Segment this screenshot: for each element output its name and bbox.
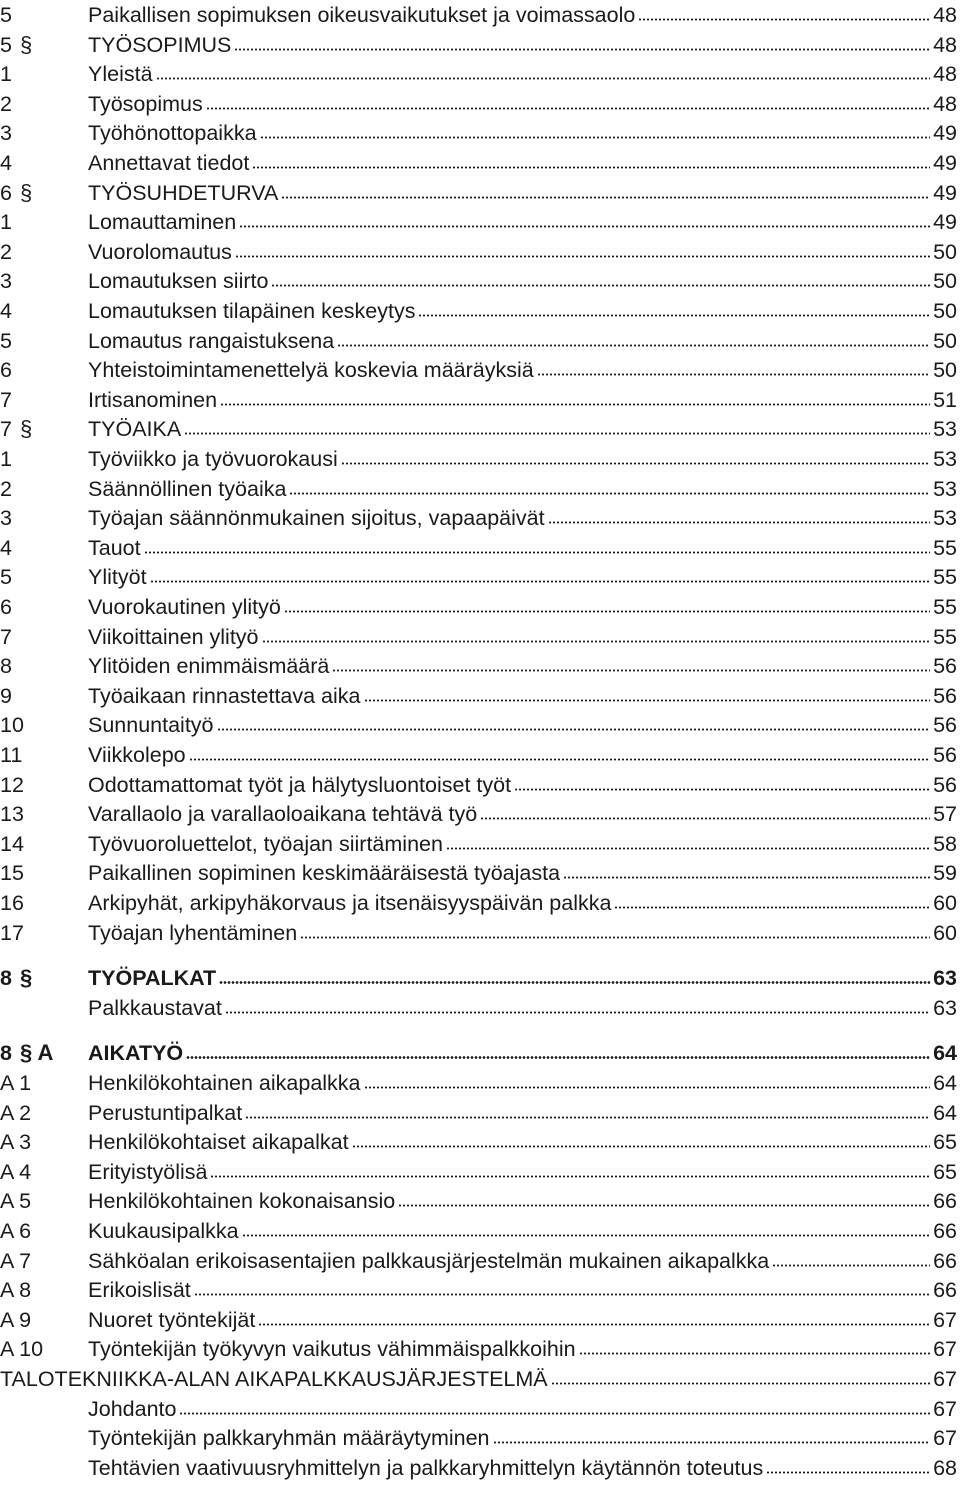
toc-entry-title: Työntekijän työkyvyn vaikutus vähimmäispalkkoihin [88, 1337, 576, 1361]
toc-entry-page-number: 63 [933, 996, 957, 1020]
toc-entry[interactable] [0, 355, 957, 385]
dot-leader [260, 136, 931, 139]
toc-entry-number-text: 1 [0, 210, 12, 234]
toc-entry-title: Yleistä [88, 62, 153, 86]
toc-entry-number-text: A 5 [0, 1189, 32, 1213]
toc-entry-title: Viikkolepo [88, 743, 186, 767]
toc-entry-page-number: 50 [933, 358, 957, 382]
toc-entry-page-number: 53 [933, 417, 957, 441]
toc-entry-title: TYÖSOPIMUS [88, 33, 232, 57]
toc-entry[interactable] [0, 207, 957, 237]
toc-entry-number-text: 13 [0, 802, 24, 826]
toc-entry-page-number: 48 [933, 33, 957, 57]
toc-entry-title: Säännöllinen työaika [88, 477, 287, 501]
toc-entry[interactable] [0, 385, 957, 415]
toc-entry-number-text: 1 [0, 62, 12, 86]
dot-leader [150, 580, 931, 583]
toc-entry-number [0, 296, 88, 326]
toc-entry-title: Varallaolo ja varallaoloaikana tehtävä työ [88, 802, 478, 826]
dot-leader [514, 788, 930, 791]
toc-entry[interactable] [0, 770, 957, 800]
toc-entry-number [0, 622, 88, 652]
toc-entry-title: Työaikaan rinnastettava aika [88, 684, 361, 708]
toc-entry-page-number: 67 [933, 1367, 957, 1391]
dot-leader [281, 196, 930, 199]
toc-entry-page-number: 68 [933, 1456, 957, 1480]
toc-entry-title: Perustuntipalkat [88, 1101, 243, 1125]
toc-entry-page-number: 66 [933, 1278, 957, 1302]
toc-entry-number [0, 1216, 88, 1246]
toc-entry-number [0, 326, 88, 356]
toc-entry-page-number: 56 [933, 654, 957, 678]
toc-entry-title: Erityistyölisä [88, 1160, 208, 1184]
dot-leader [225, 1011, 930, 1014]
toc-entry-page-number: 49 [933, 151, 957, 175]
toc-entry-number-text: 6 [0, 595, 12, 619]
toc-entry[interactable] [0, 533, 957, 563]
toc-entry-page-number: 50 [933, 329, 957, 353]
toc-entry-title: Työvuoroluettelot, työajan siirtäminen [88, 832, 443, 856]
toc-entry-page-number: 66 [933, 1249, 957, 1273]
toc-entry-number [0, 59, 88, 89]
toc-entry-number [0, 858, 88, 888]
toc-entry-number [0, 89, 88, 119]
dot-leader [242, 1234, 930, 1237]
toc-entry-number [0, 1186, 88, 1216]
dot-leader [364, 1086, 931, 1089]
toc-entry[interactable] [0, 993, 957, 1023]
toc-entry-title: AIKATYÖ [88, 1041, 184, 1065]
toc-entry-number [0, 562, 88, 592]
toc-entry-title: Sunnuntaityö [88, 713, 214, 737]
toc-entry[interactable] [0, 118, 957, 148]
toc-entry-page-number: 60 [933, 921, 957, 945]
toc-entry-number [0, 118, 88, 148]
toc-entry-number-text: 8 [0, 654, 12, 678]
toc-entry-number-text: 4 [0, 151, 12, 175]
dot-leader [184, 432, 930, 435]
toc-entry-number-text: 17 [0, 921, 24, 945]
toc-entry-title: Arkipyhät, arkipyhäkorvaus ja itsenäisyyspäivän palkka [88, 891, 612, 915]
toc-entry-title: Viikoittainen ylityö [88, 625, 259, 649]
dot-leader [772, 1264, 930, 1267]
toc-entry-page-number: 64 [933, 1071, 957, 1095]
toc-entry-page-number: 65 [933, 1130, 957, 1154]
toc-entry[interactable] [0, 1364, 957, 1394]
toc-entry-title: Lomautus rangaistuksena [88, 329, 335, 353]
toc-entry-title: Irtisanominen [88, 388, 218, 412]
toc-entry-number-text: 15 [0, 861, 24, 885]
section-sign: § A [19, 1040, 54, 1065]
toc-entry-number [0, 444, 88, 474]
toc-entry-number-text: 9 [0, 684, 12, 708]
toc-entry[interactable] [0, 918, 957, 948]
toc-entry-title: Henkilökohtainen aikapalkka [88, 1071, 361, 1095]
dot-leader [548, 521, 930, 524]
toc-entry-page-number: 55 [933, 536, 957, 560]
toc-entry-page-number: 55 [933, 625, 957, 649]
toc-entry-title: Työajan säännönmukainen sijoitus, vapaapäivät [88, 506, 545, 530]
toc-entry-number [0, 1098, 88, 1128]
toc-entry-number-text: 11 [0, 743, 23, 767]
toc-entry-title: Kuukausipalkka [88, 1219, 239, 1243]
toc-entry-number-text: 1 [0, 447, 12, 471]
toc-entry-number-text: A 9 [0, 1308, 32, 1332]
toc-entry-title: Tehtävien vaativuusryhmittelyn ja palkkaryhmittelyn käytännön toteutus [88, 1456, 764, 1480]
toc-entry[interactable] [0, 888, 957, 918]
toc-entry-number [0, 533, 88, 563]
dot-leader [352, 1145, 931, 1148]
toc-entry-number [0, 355, 88, 385]
toc-entry[interactable] [0, 1186, 957, 1216]
toc-entry[interactable] [0, 30, 957, 60]
toc-entry-number [0, 414, 88, 444]
toc-entry-page-number: 66 [933, 1219, 957, 1243]
toc-entry-page-number: 49 [933, 181, 957, 205]
toc-entry-page-number: 66 [933, 1189, 957, 1213]
toc-entry-number [0, 266, 88, 296]
toc-entry-number-text: 5 [0, 33, 12, 57]
toc-entry-page-number: 60 [933, 891, 957, 915]
dot-leader [480, 817, 930, 820]
toc-entry-number [0, 770, 88, 800]
toc-entry-number [0, 503, 88, 533]
toc-entry[interactable] [0, 592, 957, 622]
toc-entry-number [0, 592, 88, 622]
dot-leader [284, 610, 930, 613]
dot-leader [194, 1293, 930, 1296]
toc-entry[interactable] [0, 266, 957, 296]
toc-entry-title: Paikallisen sopimuksen oikeusvaikutukset ja voimassaolo [88, 3, 636, 27]
toc-entry-page-number: 50 [933, 299, 957, 323]
toc-entry-title: Ylityöt [88, 565, 147, 589]
toc-entry-title: Vuorolomautus [88, 240, 232, 264]
toc-entry-page-number: 48 [933, 3, 957, 27]
toc-entry-page-number: 53 [933, 447, 957, 471]
toc-entry-page-number: 59 [933, 861, 957, 885]
toc-entry-title: TYÖPALKAT [88, 966, 217, 990]
toc-entry-number-text: 2 [0, 477, 12, 501]
dot-leader [614, 906, 930, 909]
toc-entry-number [0, 1038, 88, 1068]
toc-entry[interactable] [0, 178, 957, 208]
toc-entry[interactable] [0, 326, 957, 356]
toc-entry-number-text: 8 [0, 1041, 12, 1065]
toc-entry-number [0, 474, 88, 504]
dot-leader [563, 876, 930, 879]
dot-leader [189, 758, 930, 761]
toc-entry[interactable] [0, 89, 957, 119]
toc-entry-page-number: 48 [933, 92, 957, 116]
toc-entry-title: Henkilökohtainen kokonaisansio [88, 1189, 396, 1213]
toc-entry-number-text: 2 [0, 92, 12, 116]
dot-leader [289, 492, 930, 495]
toc-entry-number [0, 710, 88, 740]
dot-leader [418, 314, 930, 317]
toc-entry[interactable] [0, 1098, 957, 1128]
toc-entry-title: Ylitöiden enimmäismäärä [88, 654, 330, 678]
dot-leader [219, 981, 930, 984]
toc-entry-page-number: 50 [933, 269, 957, 293]
toc-entry-title: Työajan lyhentäminen [88, 921, 298, 945]
toc-entry-title: Lomauttaminen [88, 210, 237, 234]
toc-entry[interactable] [0, 474, 957, 504]
toc-entry[interactable] [0, 829, 957, 859]
toc-entry-title: Sähköalan erikoisasentajien palkkausjärjestelmän mukainen aikapalkka [88, 1249, 770, 1273]
toc-entry[interactable] [0, 1216, 957, 1246]
toc-entry-page-number: 56 [933, 713, 957, 737]
toc-entry-title: Henkilökohtaiset aikapalkat [88, 1130, 349, 1154]
toc-entry-page-number: 64 [933, 1041, 957, 1065]
toc-entry-number-text: 5 [0, 565, 12, 589]
toc-entry-title: Erikoislisät [88, 1278, 191, 1302]
toc-entry-title: Johdanto [88, 1397, 177, 1421]
toc-entry[interactable] [0, 622, 957, 652]
toc-entry-title: Palkkaustavat [88, 996, 222, 1020]
toc-entry-number-text: A 8 [0, 1278, 32, 1302]
toc-entry-number-text: A 2 [0, 1101, 32, 1125]
toc-entry[interactable] [0, 681, 957, 711]
toc-entry-number-text: 14 [0, 832, 24, 856]
toc-entry-number [0, 178, 88, 208]
toc-entry-page-number: 49 [933, 210, 957, 234]
toc-entry[interactable] [0, 858, 957, 888]
toc-entry-page-number: 53 [933, 506, 957, 530]
toc-entry-title: Yhteistoimintamenettelyä koskevia määräyksiä [88, 358, 534, 382]
toc-entry-number-text: 6 [0, 358, 12, 382]
toc-entry[interactable] [0, 148, 957, 178]
dot-leader [234, 48, 930, 51]
toc-entry-number-text: 3 [0, 121, 12, 145]
toc-entry[interactable] [0, 1127, 957, 1157]
dot-leader [206, 107, 930, 110]
toc-entry-number [0, 799, 88, 829]
dot-leader [220, 403, 930, 406]
toc-entry-page-number: 56 [933, 743, 957, 767]
toc-entry-number-text: A 3 [0, 1130, 32, 1154]
toc-entry-number-text: 8 [0, 966, 12, 990]
toc-entry[interactable] [0, 710, 957, 740]
toc-entry-number-text: 5 [0, 329, 12, 353]
dot-leader [446, 847, 930, 850]
toc-entry-number-text: 6 [0, 181, 12, 205]
toc-entry-number [0, 1127, 88, 1157]
toc-entry-page-number: 67 [933, 1426, 957, 1450]
dot-leader [245, 1116, 930, 1119]
toc-entry[interactable] [0, 963, 957, 993]
toc-entry-title: Lomautuksen tilapäinen keskeytys [88, 299, 416, 323]
toc-entry-number-text: 2 [0, 240, 12, 264]
section-sign: § [19, 32, 33, 57]
toc-entry[interactable] [0, 1157, 957, 1187]
toc-entry-number-text: 16 [0, 891, 24, 915]
toc-entry[interactable] [0, 1453, 957, 1483]
toc-entry-number [0, 963, 88, 993]
toc-entry-page-number: 57 [933, 802, 957, 826]
dot-leader [262, 640, 931, 643]
toc-entry-number [0, 740, 88, 770]
toc-entry-page-number: 53 [933, 477, 957, 501]
dot-leader [493, 1441, 931, 1444]
toc-entry-number-text: A 6 [0, 1219, 32, 1243]
toc-entry-number-text: 7 [0, 625, 12, 649]
toc-entry[interactable] [0, 1246, 957, 1276]
toc-entry-number [0, 651, 88, 681]
toc-entry[interactable] [0, 1305, 957, 1335]
section-sign: § [19, 180, 33, 205]
toc-entry-page-number: 56 [933, 773, 957, 797]
dot-leader [252, 166, 930, 169]
toc-entry-number-text: A 7 [0, 1249, 32, 1273]
toc-entry-title: Paikallinen sopiminen keskimääräisestä työajasta [88, 861, 561, 885]
toc-entry-title: Työntekijän palkkaryhmän määräytyminen [88, 1426, 490, 1450]
dot-leader [271, 284, 930, 287]
toc-entry-title: Tauot [88, 536, 141, 560]
dot-leader [537, 373, 930, 376]
toc-entry-title: Nuoret työntekijät [88, 1308, 256, 1332]
toc-entry-number [0, 1246, 88, 1276]
toc-entry-number [0, 1157, 88, 1187]
toc-entry-title: Työviikko ja työvuorokausi [88, 447, 338, 471]
toc-entry[interactable] [0, 1068, 957, 1098]
toc-entry-title: Vuorokautinen ylityö [88, 595, 281, 619]
toc-entry-number [0, 1275, 88, 1305]
toc-entry-title: Lomautuksen siirto [88, 269, 269, 293]
section-sign: § [19, 416, 33, 441]
toc-entry-page-number: 48 [933, 62, 957, 86]
toc-entry-number [0, 0, 88, 30]
toc-entry-number-text: A 4 [0, 1160, 32, 1184]
dot-leader [337, 344, 930, 347]
toc-entry[interactable] [0, 0, 957, 30]
dot-leader [239, 225, 930, 228]
toc-entry-title: TALOTEKNIIKKA-ALAN AIKAPALKKAUSJÄRJESTELMÄ [0, 1367, 548, 1391]
toc-entry[interactable] [0, 237, 957, 267]
toc-entry-number [0, 829, 88, 859]
toc-entry[interactable] [0, 1038, 957, 1068]
toc-entry-number-text: 12 [0, 773, 24, 797]
dot-leader [341, 462, 930, 465]
toc-entry-title: Annettavat tiedot [88, 151, 250, 175]
dot-leader [144, 551, 930, 554]
toc-entry[interactable] [0, 1394, 957, 1424]
toc-entry-number-text: A 1 [0, 1071, 32, 1095]
toc-entry-number-text: 4 [0, 299, 12, 323]
dot-leader [179, 1412, 930, 1415]
section-sign: § [19, 965, 33, 990]
dot-leader [235, 255, 930, 258]
toc-entry-page-number: 50 [933, 240, 957, 264]
toc-entry-page-number: 49 [933, 121, 957, 145]
toc-entry-page-number: 67 [933, 1397, 957, 1421]
dot-leader [364, 699, 931, 702]
toc-entry[interactable] [0, 799, 957, 829]
toc-entry-number [0, 237, 88, 267]
toc-entry-title: Työhönottopaikka [88, 121, 257, 145]
toc-entry[interactable] [0, 296, 957, 326]
dot-leader [156, 77, 931, 80]
toc-entry-page-number: 67 [933, 1337, 957, 1361]
dot-leader [258, 1323, 930, 1326]
toc-entry-page-number: 67 [933, 1308, 957, 1332]
toc-entry-page-number: 64 [933, 1101, 957, 1125]
toc-entry-page-number: 55 [933, 565, 957, 589]
toc-entry-number-text: 10 [0, 713, 24, 737]
toc-entry-title: Odottamattomat työt ja hälytysluontoiset työt [88, 773, 512, 797]
toc-entry-number [0, 148, 88, 178]
toc-entry[interactable] [0, 1275, 957, 1305]
toc-entry[interactable] [0, 414, 957, 444]
toc-entry[interactable] [0, 503, 957, 533]
toc-entry-number [0, 207, 88, 237]
toc-entry-title: TYÖAIKA [88, 417, 182, 441]
toc-entry[interactable] [0, 562, 957, 592]
toc-entry[interactable] [0, 1423, 957, 1453]
toc-entry-number [0, 681, 88, 711]
toc-entry-number [0, 1334, 88, 1364]
dot-leader [210, 1175, 930, 1178]
toc-entry-number-text: 4 [0, 536, 12, 560]
dot-leader [398, 1204, 930, 1207]
dot-leader [217, 728, 931, 731]
toc-entry-page-number: 63 [933, 966, 957, 990]
toc-entry-number [0, 1305, 88, 1335]
toc-entry-number-text: 3 [0, 506, 12, 530]
dot-leader [551, 1382, 930, 1385]
dot-leader [638, 18, 930, 21]
toc-entry-page-number: 58 [933, 832, 957, 856]
toc-entry-page-number: 51 [933, 388, 957, 412]
toc-entry-number [0, 918, 88, 948]
dot-leader [186, 1056, 930, 1059]
toc-entry-page-number: 56 [933, 684, 957, 708]
toc-entry[interactable] [0, 1334, 957, 1364]
toc-entry-title: Työsopimus [88, 92, 203, 116]
dot-leader [579, 1352, 931, 1355]
dot-leader [300, 936, 930, 939]
dot-leader [766, 1471, 930, 1474]
toc-entry-page-number: 65 [933, 1160, 957, 1184]
toc-entry-number [0, 385, 88, 415]
toc-entry[interactable] [0, 740, 957, 770]
toc-entry-number-text: 5 [0, 3, 12, 27]
toc-entry-number-text: A 10 [0, 1337, 44, 1361]
toc-entry-page-number: 55 [933, 595, 957, 619]
toc-entry[interactable] [0, 651, 957, 681]
toc-entry-number [0, 888, 88, 918]
dot-leader [332, 669, 930, 672]
toc-entry-number-text: 7 [0, 388, 12, 412]
toc-entry-number [0, 30, 88, 60]
toc-entry-number-text: 3 [0, 269, 12, 293]
toc-entry-number-text: 7 [0, 417, 12, 441]
toc-entry[interactable] [0, 59, 957, 89]
toc-entry[interactable] [0, 444, 957, 474]
toc-entry-number [0, 1068, 88, 1098]
toc-entry-title: TYÖSUHDETURVA [88, 181, 279, 205]
